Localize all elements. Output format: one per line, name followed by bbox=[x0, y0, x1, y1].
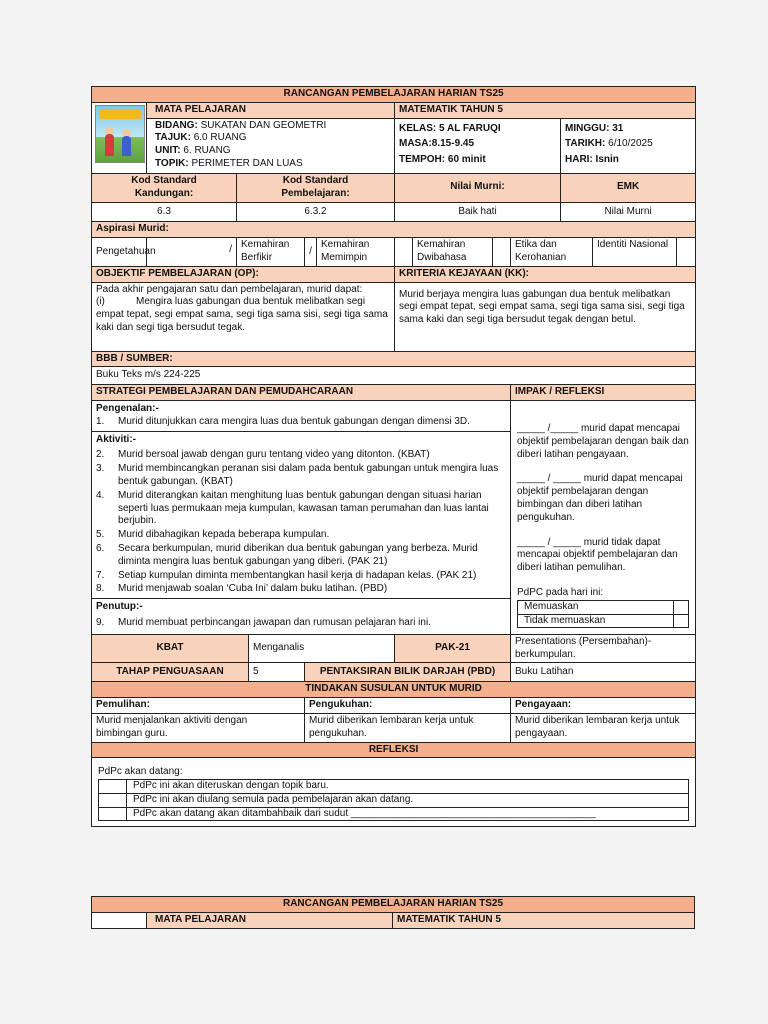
list-item: 3. Murid membincangkan peranan sisi dalam pada bentuk gabungan untuk mengira luas bentuk gabungan. (KBAT) bbox=[96, 463, 499, 487]
unit-value: 6. RUANG bbox=[183, 145, 231, 157]
objektif-text bbox=[92, 282, 395, 351]
bbb-label: BBB / SUMBER: bbox=[92, 351, 696, 367]
pengukuhan-label: Pengukuhan: bbox=[305, 698, 511, 714]
lesson-plan-page-2 bbox=[91, 896, 695, 929]
nilai-murni-label: Nilai Murni: bbox=[395, 173, 561, 202]
kbat-value: Menganalis bbox=[249, 634, 395, 663]
objektif-body: Mengira luas gabungan dua bentuk melibatkan segi empat tepat, segi empat sama, segi tiga sama sisi, segi tiga sama kaki dan segi tiga bersudut tegak. bbox=[96, 296, 388, 333]
subject-label-2: MATA PELAJARAN bbox=[147, 912, 393, 928]
aspirasi-item: Etika dan Kerohanian bbox=[511, 238, 593, 267]
textbook-cover-image bbox=[95, 105, 145, 163]
list-item: 7. Setiap kumpulan diminta membentangkan hasil kerja di hadapan kelas. (PAK 21) bbox=[96, 569, 477, 581]
tempoh-value: TEMPOH: 60 minit bbox=[399, 154, 486, 166]
impak-pengayaan: _____ /_____ murid dapat mencapai objektif pembelajaran dengan baik dan diberi latihan pengayaan. bbox=[517, 422, 689, 460]
impak-pemulihan: _____ / _____ murid tidak dapat mencapai objektif pembelajaran dan diberi latihan pemulihan. bbox=[517, 536, 678, 574]
bbb-text: Buku Teks m/s 224-225 bbox=[92, 367, 696, 385]
plan-title-2: RANCANGAN PEMBELAJARAN HARIAN TS25 bbox=[92, 897, 695, 913]
tahap-value: 5 bbox=[249, 663, 305, 682]
kelas-value: KELAS: 5 AL FARUQI bbox=[399, 122, 501, 134]
refleksi-checkbox[interactable] bbox=[99, 807, 127, 821]
penutup-label: Penutup:- bbox=[96, 601, 143, 613]
aspirasi-checkbox[interactable]: / bbox=[305, 238, 317, 267]
tajuk-value: 6.0 RUANG bbox=[193, 132, 247, 144]
pak-label: PAK-21 bbox=[395, 634, 511, 663]
strategi-body bbox=[92, 400, 511, 634]
aktiviti-label: Aktiviti:- bbox=[96, 433, 136, 445]
lesson-plan-table-2 bbox=[91, 896, 695, 929]
list-item: 1. Murid ditunjukkan cara mengira luas dua bentuk gabungan dengan dimensi 3D. bbox=[96, 415, 470, 427]
aspirasi-item: Kemahiran Berfikir bbox=[237, 238, 305, 267]
bidang-value: SUKATAN DAN GEOMETRI bbox=[200, 119, 327, 131]
subject-name: MATEMATIK TAHUN 5 bbox=[395, 102, 696, 118]
aspirasi-checkbox[interactable] bbox=[493, 238, 511, 267]
list-item: 8. Murid menjawab soalan ‘Cuba Ini’ dalam buku latihan. (PBD) bbox=[96, 583, 388, 595]
subject-label: MATA PELAJARAN bbox=[147, 102, 395, 118]
lesson-plan-page-1 bbox=[91, 86, 695, 827]
list-item: 4. Murid diterangkan kaitan menghitung luas bentuk gabungan dengan situasi harian seperti luas permukaan meja kumpulan, kawasan taman perumahan dan luas lantai berjubin. bbox=[96, 489, 489, 527]
aspirasi-item: Identiti Nasional bbox=[593, 238, 677, 267]
topic-details: BIDANG: SUKATAN DAN GEOMETRI TAJUK: 6.0 RUANG UNIT: 6. RUANG TOPIK: PERIMETER DAN LUAS bbox=[147, 118, 395, 173]
aspirasi-label: Aspirasi Murid: bbox=[92, 222, 696, 238]
pdpc-options bbox=[517, 600, 689, 629]
aspirasi-item: Kemahiran Dwibahasa bbox=[413, 238, 493, 267]
class-details bbox=[395, 118, 561, 173]
refleksi-checkbox[interactable] bbox=[99, 793, 127, 807]
lesson-plan-table bbox=[91, 86, 696, 827]
pdpc-label: PdPC pada hari ini: bbox=[517, 586, 604, 598]
nilai-murni-value: Baik hati bbox=[395, 202, 561, 222]
aspirasi-row bbox=[92, 238, 696, 267]
pengenalan-list bbox=[96, 416, 506, 429]
penutup-list bbox=[96, 617, 506, 630]
kod-kandungan-value: 6.3 bbox=[92, 202, 237, 222]
kod-pembelajaran-value: 6.3.2 bbox=[237, 202, 395, 222]
refleksi-body bbox=[92, 758, 696, 827]
kriteria-label: KRITERIA KEJAYAAN (KK): bbox=[395, 266, 696, 282]
objektif-label: OBJEKTIF PEMBELAJARAN (OP): bbox=[92, 266, 395, 282]
pemulihan-label: Pemulihan: bbox=[92, 698, 305, 714]
list-item: 9. Murid membuat perbincangan jawapan dan rumusan pelajaran hari ini. bbox=[96, 616, 431, 628]
emk-label: EMK bbox=[561, 173, 696, 202]
pengayaan-text: Murid diberikan lembaran kerja untuk pengayaan. bbox=[511, 713, 696, 742]
impak-pengukuhan: _____ / _____ murid dapat mencapai objektif pembelajaran dengan bimbingan dan diberi latihan pengukuhan. bbox=[517, 473, 683, 523]
pengenalan-label: Pengenalan:- bbox=[96, 402, 159, 414]
tahap-label: TAHAP PENGUASAAN bbox=[92, 663, 249, 682]
pemulihan-text: Murid menjalankan aktiviti dengan bimbingan guru. bbox=[92, 713, 305, 742]
aspirasi-checkbox[interactable]: / bbox=[147, 238, 237, 267]
textbook-cover-cell-2 bbox=[92, 912, 147, 928]
pdpc-option: Memuaskan bbox=[518, 600, 689, 614]
refleksi-intro: PdPc akan datang: bbox=[98, 766, 183, 778]
topik-value: PERIMETER DAN LUAS bbox=[191, 157, 303, 169]
tindakan-label: TINDAKAN SUSULAN UNTUK MURID bbox=[92, 682, 696, 698]
subject-name-2: MATEMATIK TAHUN 5 bbox=[393, 912, 695, 928]
refleksi-checkbox[interactable] bbox=[99, 780, 127, 794]
list-item: 6. Secara berkumpulan, murid diberikan dua bentuk gabungan yang berbeza. Murid diminta mengira luas bentuk gabungan yang diberi. (PAK 21) bbox=[96, 542, 478, 567]
hari-value: HARI: Isnin bbox=[565, 154, 619, 166]
pbd-value: Buku Latihan bbox=[511, 663, 696, 682]
refleksi-options bbox=[98, 779, 689, 821]
refleksi-option: PdPc akan datang akan ditambahbaik dari sudut ____________________________________________ bbox=[99, 807, 689, 821]
refleksi-option: PdPc ini akan diteruskan dengan topik baru. bbox=[99, 780, 689, 794]
aspirasi-item: Kemahiran Memimpin bbox=[317, 238, 395, 267]
aktiviti-list bbox=[96, 449, 506, 596]
plan-title: RANCANGAN PEMBELAJARAN HARIAN TS25 bbox=[92, 87, 696, 103]
kbat-label: KBAT bbox=[92, 634, 249, 663]
textbook-cover-cell bbox=[92, 102, 147, 173]
pengukuhan-text: Murid diberikan lembaran kerja untuk pengukuhan. bbox=[305, 713, 511, 742]
impak-label: IMPAK / REFLEKSI bbox=[511, 385, 696, 401]
emk-value: Nilai Murni bbox=[561, 202, 696, 222]
pdpc-checkbox[interactable] bbox=[674, 614, 689, 628]
masa-value: MASA:8.15-9.45 bbox=[399, 138, 475, 150]
aspirasi-checkbox[interactable] bbox=[677, 238, 696, 267]
tarikh-value: 6/10/2025 bbox=[608, 138, 653, 150]
date-details: MINGGU: 31 TARIKH: 6/10/2025 HARI: Isnin bbox=[561, 118, 696, 173]
refleksi-option: PdPc ini akan diulang semula pada pembelajaran akan datang. bbox=[99, 793, 689, 807]
pak-value: Presentations (Persembahan)-berkumpulan. bbox=[511, 634, 696, 663]
minggu-value: MINGGU: 31 bbox=[565, 122, 624, 134]
kod-pembelajaran-label: Kod Standard Pembelajaran: bbox=[237, 173, 395, 202]
refleksi-label: REFLEKSI bbox=[92, 742, 696, 758]
objektif-intro: Pada akhir pengajaran satu dan pembelajaran, murid dapat: bbox=[96, 283, 363, 295]
kriteria-text: Murid berjaya mengira luas gabungan dua bentuk melibatkan segi empat tepat, segi empat sama, segi tiga sama sisi, segi tiga sama kaki dan segi tiga bersudut tegak dengan betul. bbox=[395, 282, 696, 351]
pbd-label: PENTAKSIRAN BILIK DARJAH (PBD) bbox=[305, 663, 511, 682]
kod-kandungan-label: Kod Standard Kandungan: bbox=[92, 173, 237, 202]
pengayaan-label: Pengayaan: bbox=[511, 698, 696, 714]
aspirasi-checkbox[interactable] bbox=[395, 238, 413, 267]
strategi-label: STRATEGI PEMBELAJARAN DAN PEMUDAHCARAAN bbox=[92, 385, 511, 401]
list-item: 2. Murid bersoal jawab dengan guru tentang video yang ditonton. (KBAT) bbox=[96, 449, 430, 461]
pdpc-checkbox[interactable] bbox=[674, 600, 689, 614]
list-item: 5. Murid dibahagikan kepada beberapa kumpulan. bbox=[96, 529, 330, 541]
pdpc-option: Tidak memuaskan bbox=[518, 614, 689, 628]
objektif-number: (i) bbox=[96, 296, 105, 308]
aspirasi-item: Pengetahuan bbox=[92, 238, 147, 267]
impak-body bbox=[511, 400, 696, 634]
